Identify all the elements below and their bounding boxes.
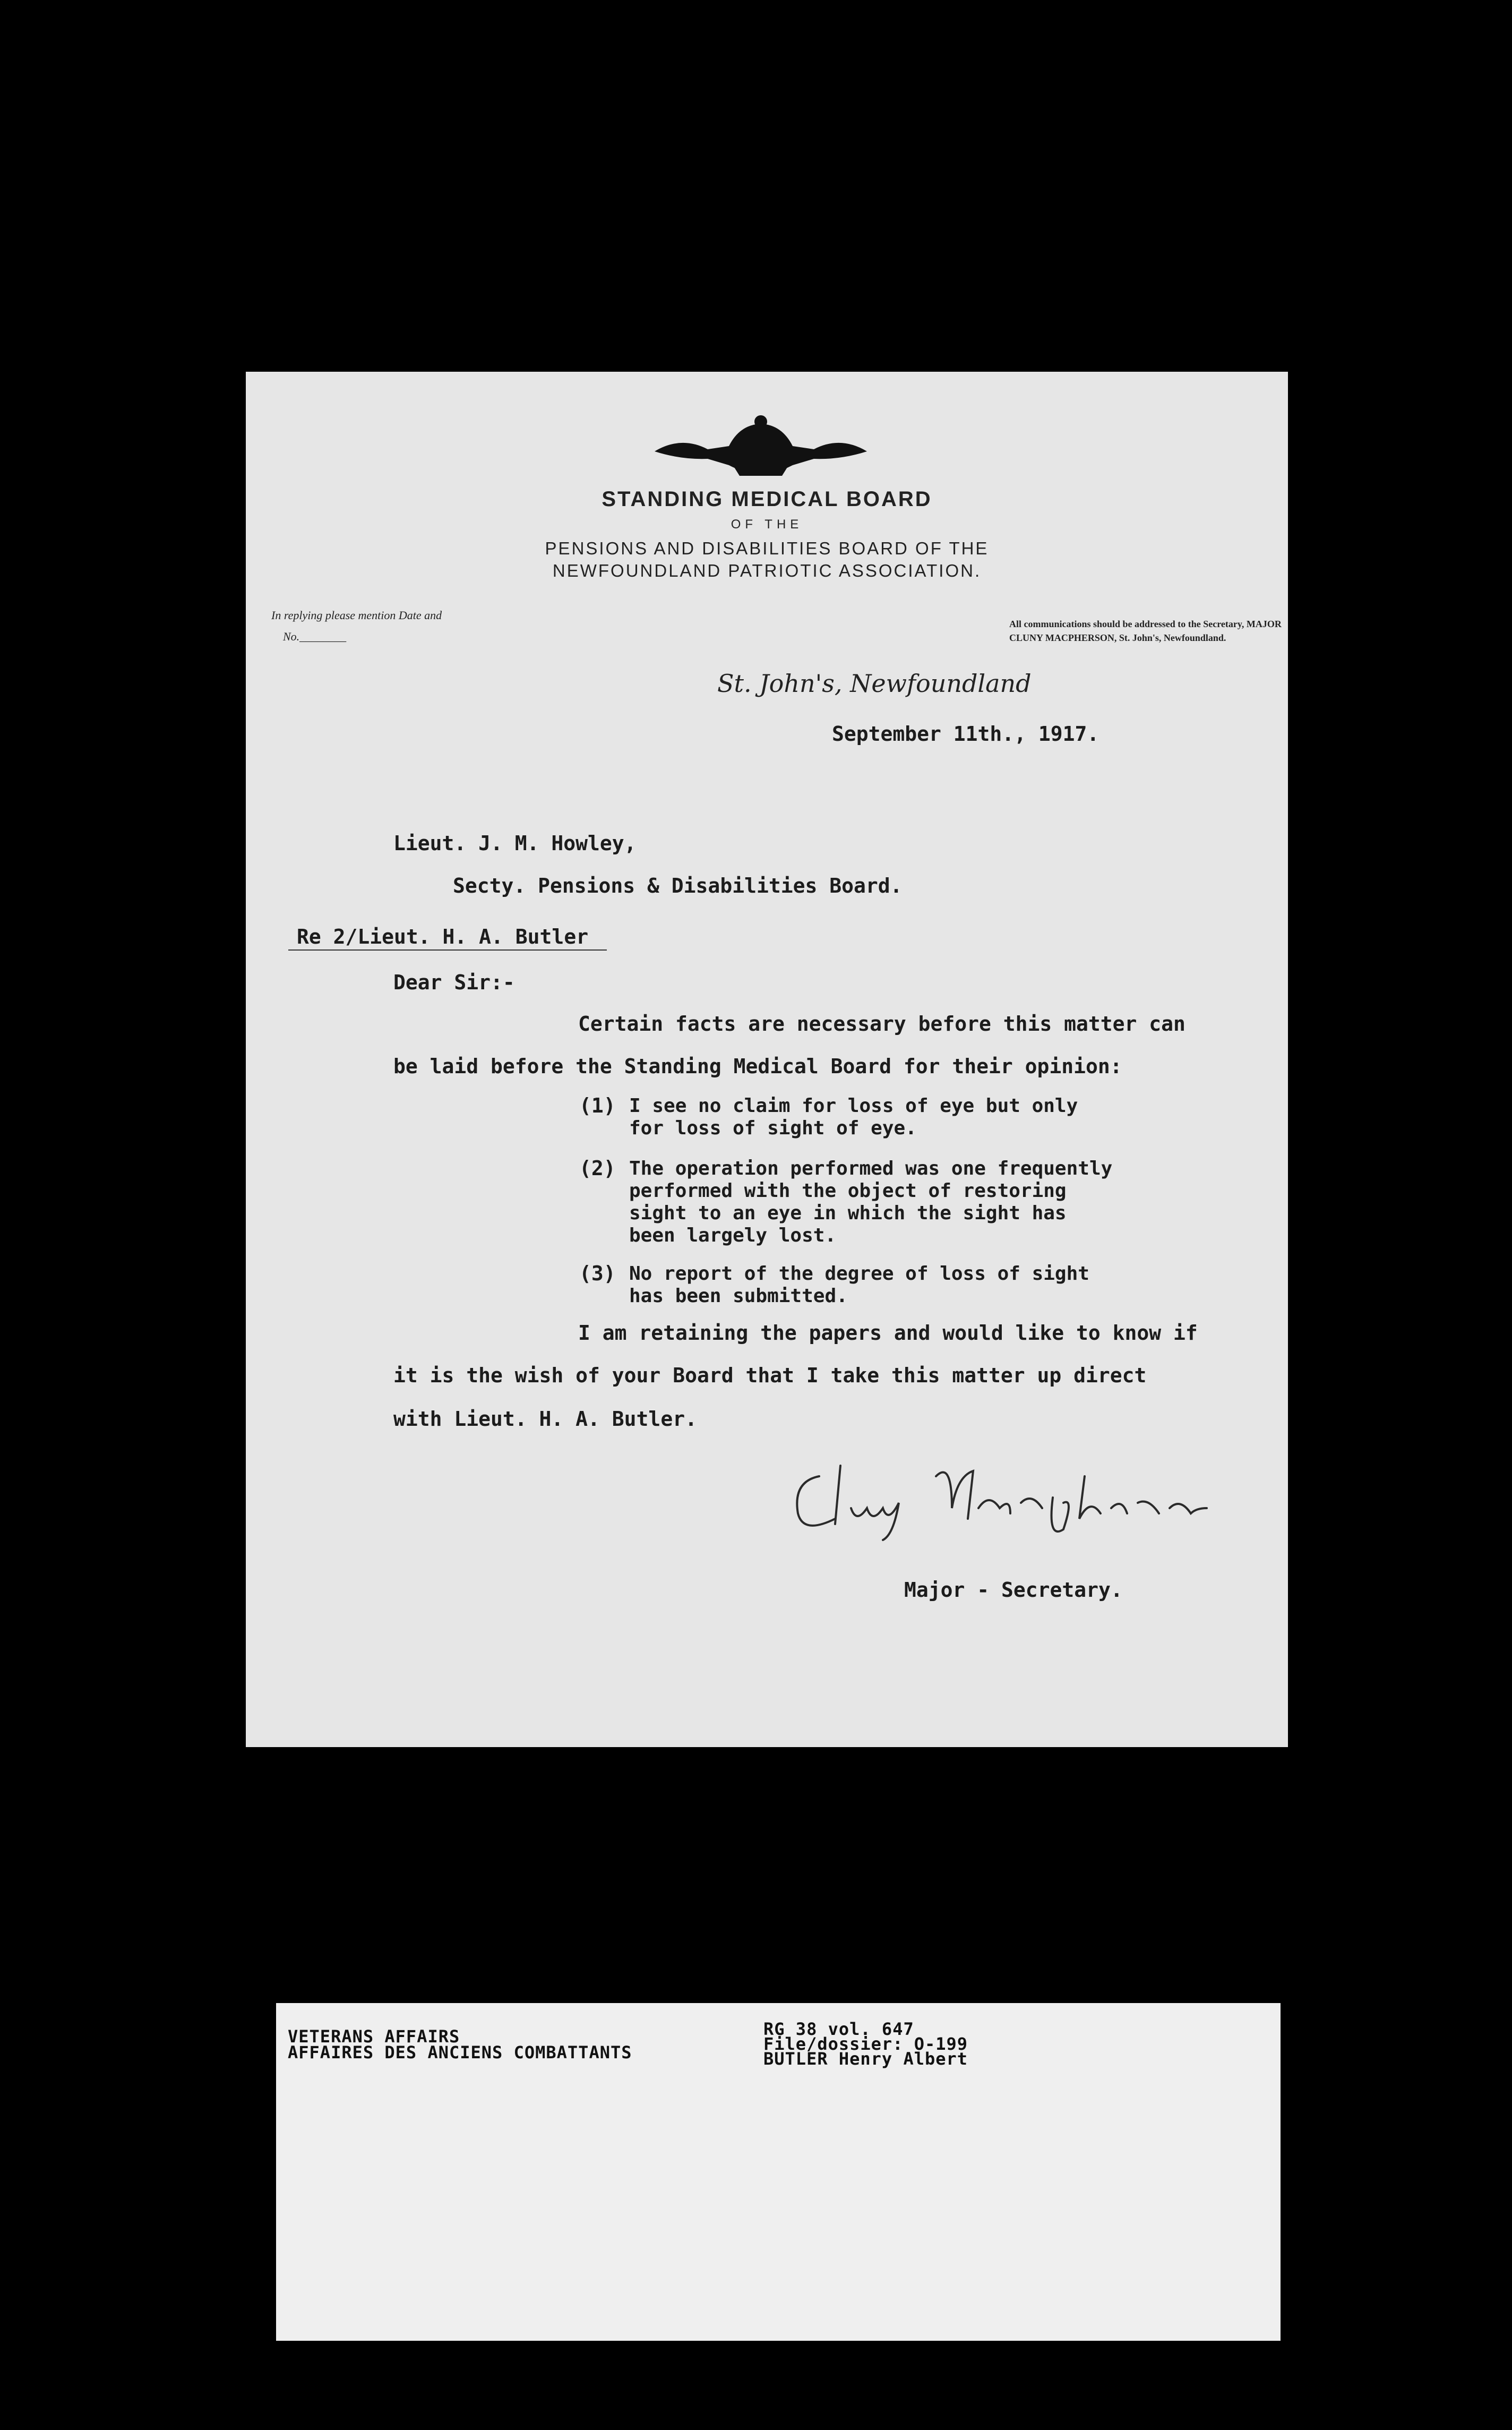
- paragraph-2-line-1: I am retaining the papers and would like to know if: [578, 1321, 1198, 1345]
- record-group: RG 38 vol. 647: [763, 2019, 914, 2039]
- paragraph-1-line-2: be laid before the Standing Medical Board for their opinion:: [393, 1055, 1122, 1078]
- department-english: VETERANS AFFAIRS: [288, 2026, 460, 2047]
- letter-page: [246, 372, 1288, 1747]
- re-underline: [288, 949, 607, 951]
- letterhead-title: STANDING MEDICAL BOARD: [602, 487, 932, 511]
- item-number: (1): [579, 1094, 616, 1117]
- subject-name: BUTLER Henry Albert: [763, 2049, 968, 2069]
- salutation: Dear Sir:-: [393, 971, 515, 994]
- paragraph-2-line-3: with Lieut. H. A. Butler.: [393, 1407, 697, 1431]
- item-text: No report of the degree of loss of sight has been submitted.: [629, 1263, 1089, 1307]
- item-number: (3): [579, 1262, 616, 1285]
- item-text: The operation performed was one frequently performed with the object of restoring sight to an eye in which the sight has been largely lost.: [629, 1158, 1113, 1246]
- addressee-title: Secty. Pensions & Disabilities Board.: [453, 874, 903, 897]
- letterhead-line-1: PENSIONS AND DISABILITIES BOARD OF THE: [545, 538, 989, 558]
- communications-note: All communications should be addressed to the Secretary, MAJOR CLUNY MACPHERSON, St. John's, Newfoundland.: [1009, 619, 1282, 643]
- department-french: AFFAIRES DES ANCIENS COMBATTANTS: [288, 2042, 632, 2063]
- letterhead-of-the: OF THE: [731, 517, 803, 532]
- paragraph-1-line-1: Certain facts are necessary before this matter can: [578, 1012, 1185, 1036]
- item-text: I see no claim for loss of eye but only for loss of sight of eye.: [629, 1095, 1078, 1139]
- reply-number: No.________: [283, 630, 347, 643]
- paragraph-2-line-2: it is the wish of your Board that I take this matter up direct: [393, 1364, 1147, 1387]
- item-number: (2): [579, 1157, 616, 1180]
- handwritten-signature: [777, 1444, 1217, 1545]
- coat-of-arms-icon: [649, 414, 872, 478]
- letter-date: September 11th., 1917.: [832, 722, 1099, 746]
- letterhead-line-2: NEWFOUNDLAND PATRIOTIC ASSOCIATION.: [552, 561, 982, 580]
- addressee: Lieut. J. M. Howley,: [393, 832, 637, 855]
- reply-note: In replying please mention Date and: [271, 609, 442, 622]
- archive-label: [276, 2003, 1281, 2341]
- re-line: Re 2/Lieut. H. A. Butler: [297, 925, 589, 948]
- signature-title: Major - Secretary.: [904, 1578, 1123, 1602]
- file-number: File/dossier: O-199: [763, 2034, 968, 2054]
- place-line: St. John's, Newfoundland: [717, 669, 1032, 698]
